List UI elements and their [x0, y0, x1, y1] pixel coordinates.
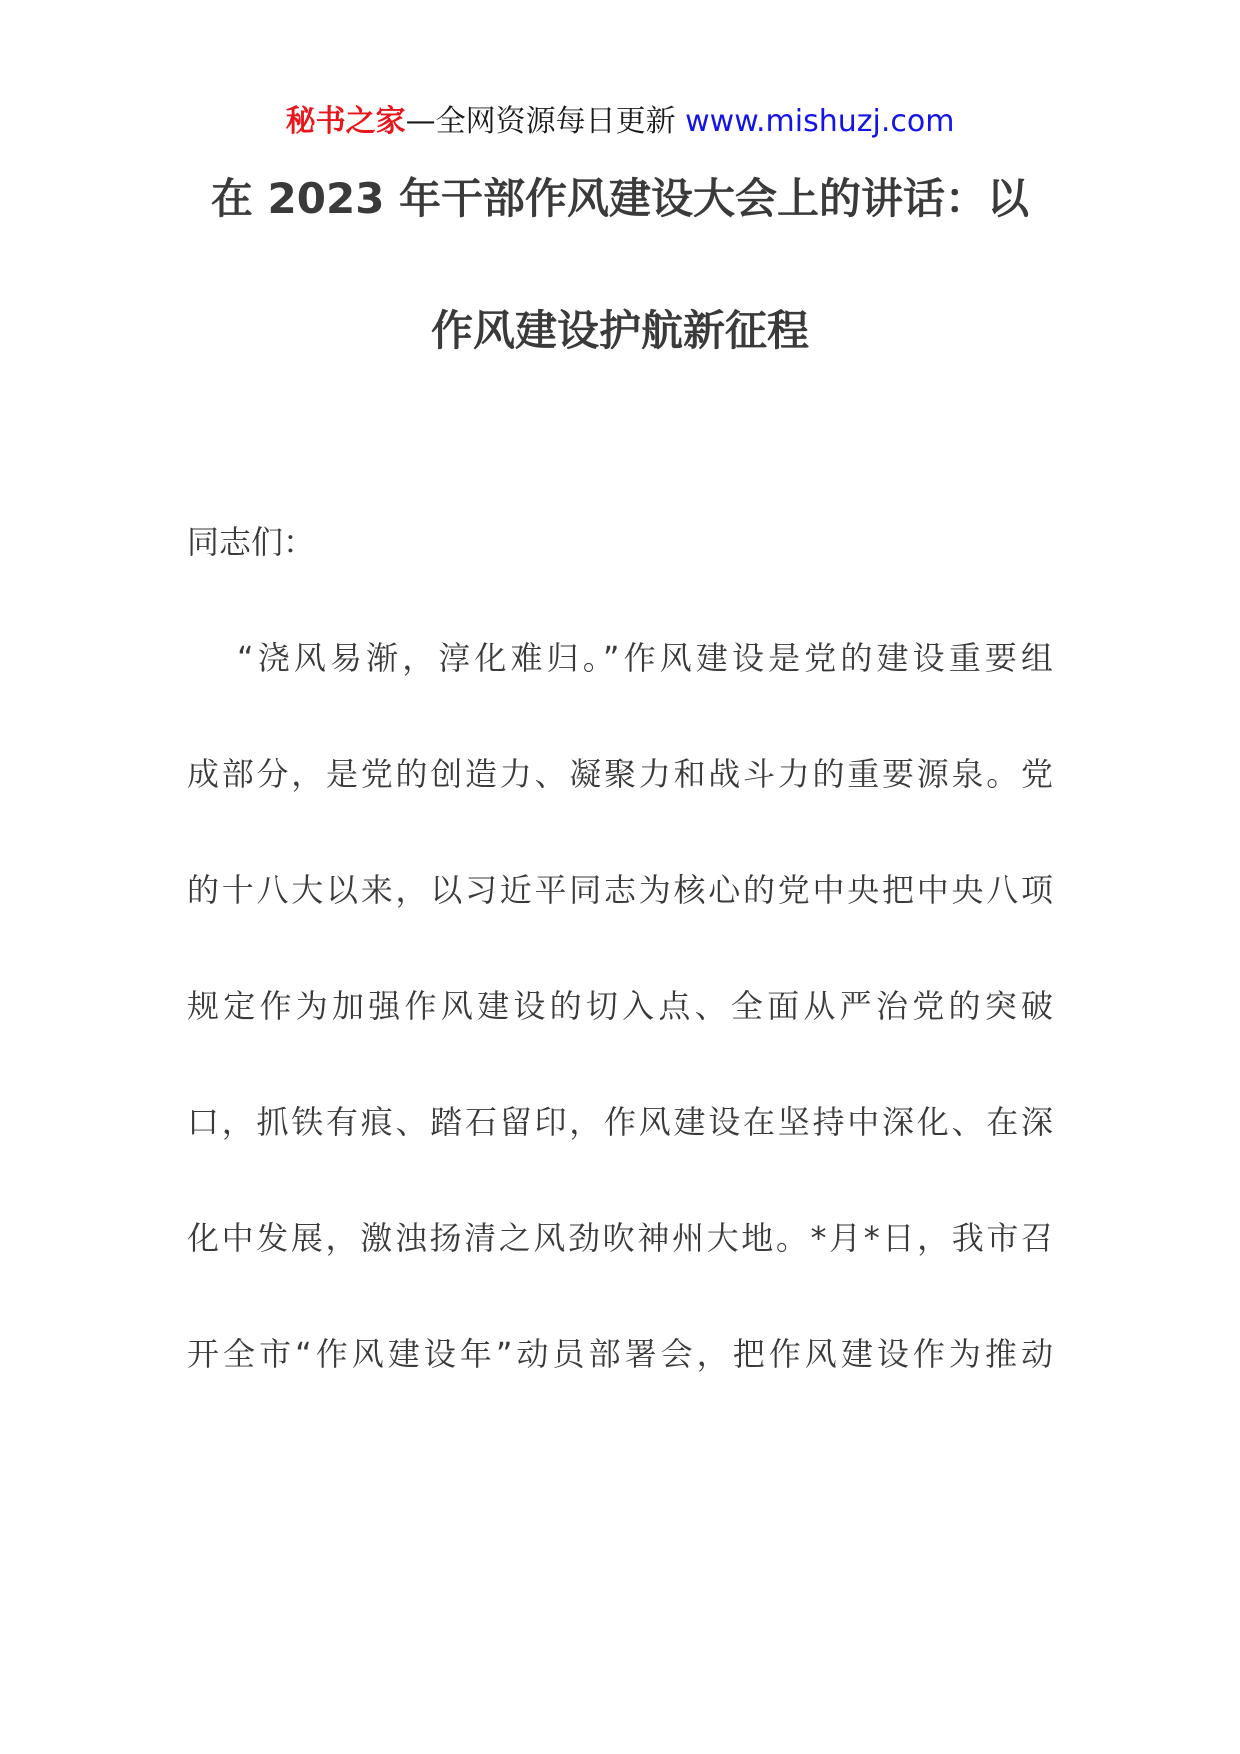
paragraph-line: 规定作为加强作风建设的切入点、全面从严治党的突破: [187, 987, 1053, 1025]
paragraph-line: 化中发展，激浊扬清之风劲吹神州大地。*月*日，我市召: [187, 1219, 1053, 1257]
salutation: 同志们：: [187, 523, 316, 561]
site-url-link[interactable]: www.mishuzj.com: [685, 104, 955, 139]
paragraph-line: 的十八大以来，以习近平同志为核心的党中央把中央八项: [187, 871, 1053, 909]
paragraph-line: 成部分，是党的创造力、凝聚力和战斗力的重要源泉。党: [187, 755, 1053, 793]
paragraph-line: “浇风易渐，淳化难归。”作风建设是党的建设重要组: [237, 639, 1053, 677]
header-slogan: —全网资源每日更新: [405, 104, 676, 139]
site-header: [0, 100, 1240, 144]
paragraph-line: 口，抓铁有痕、踏石留印，作风建设在坚持中深化、在深: [187, 1103, 1053, 1141]
brand-name: 秘书之家: [285, 104, 406, 139]
document-title-line-2: 作风建设护航新征程: [430, 306, 809, 355]
document-title-line-1: 在 2023 年干部作风建设大会上的讲话：以: [210, 174, 1030, 223]
paragraph-line: 开全市“作风建设年”动员部署会，把作风建设作为推动: [187, 1335, 1053, 1373]
